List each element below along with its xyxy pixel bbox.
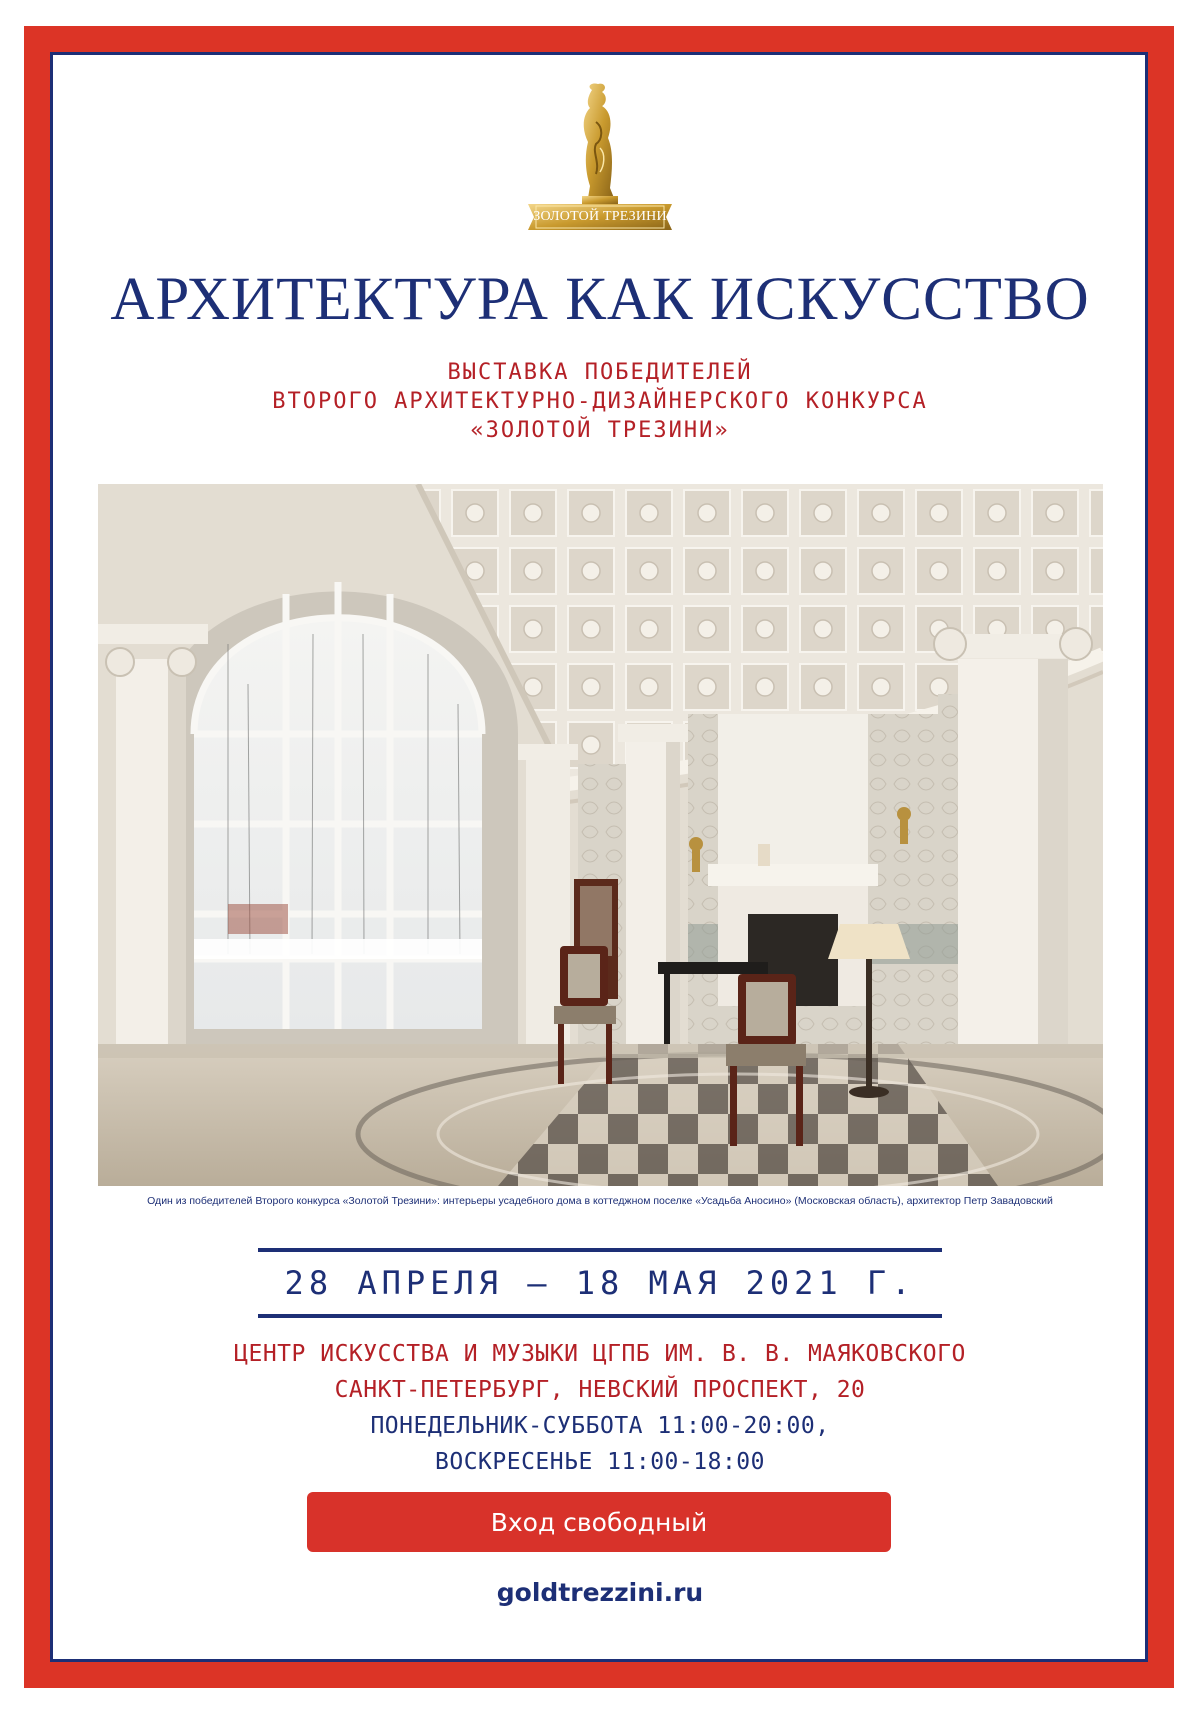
classical-interior-photo: [98, 484, 1103, 1186]
venue-address: САНКТ-ПЕТЕРБУРГ, НЕВСКИЙ ПРОСПЕКТ, 20: [334, 1377, 866, 1403]
venue-name: ЦЕНТР ИСКУССТВА И МУЗЫКИ ЦГПБ ИМ. В. В. МАЯКОВСКОГО: [234, 1341, 966, 1367]
opening-hours-weekdays: ПОНЕДЕЛЬНИК-СУББОТА 11:00-20:00,: [370, 1413, 830, 1439]
exhibition-subtitle: [60, 358, 1140, 445]
free-entry-button[interactable]: Вход свободный: [307, 1492, 891, 1552]
exhibition-dates: 28 АПРЕЛЯ – 18 МАЯ 2021 Г.: [284, 1264, 916, 1302]
interior-photo: [98, 484, 1103, 1186]
subtitle-line: ВЫСТАВКА ПОБЕДИТЕЛЕЙ: [447, 360, 753, 385]
opening-hours-sunday: ВОСКРЕСЕНЬЕ 11:00-18:00: [435, 1449, 765, 1475]
subtitle-line: «ЗОЛОТОЙ ТРЕЗИНИ»: [470, 418, 730, 443]
logo-label: ЗОЛОТОЙ ТРЕЗИНИ: [533, 209, 667, 224]
website-link[interactable]: goldtrezzini.ru: [496, 1578, 704, 1607]
divider: [258, 1314, 942, 1318]
page-title: АРХИТЕКТУРА КАК ИСКУССТВО: [110, 266, 1090, 333]
subtitle-line: ВТОРОГО АРХИТЕКТУРНО-ДИЗАЙНЕРСКОГО КОНКУРСА: [272, 389, 928, 414]
divider: [258, 1248, 942, 1252]
photo-caption: Один из победителей Второго конкурса «Золотой Трезини»: интерьеры усадебного дома в коттеджном поселке «Усадьба Аносино» (Московская область), архитектор Петр Завадовский: [147, 1195, 1053, 1207]
venue-info: [60, 1336, 1140, 1480]
golden-trezzini-logo: [522, 82, 678, 232]
